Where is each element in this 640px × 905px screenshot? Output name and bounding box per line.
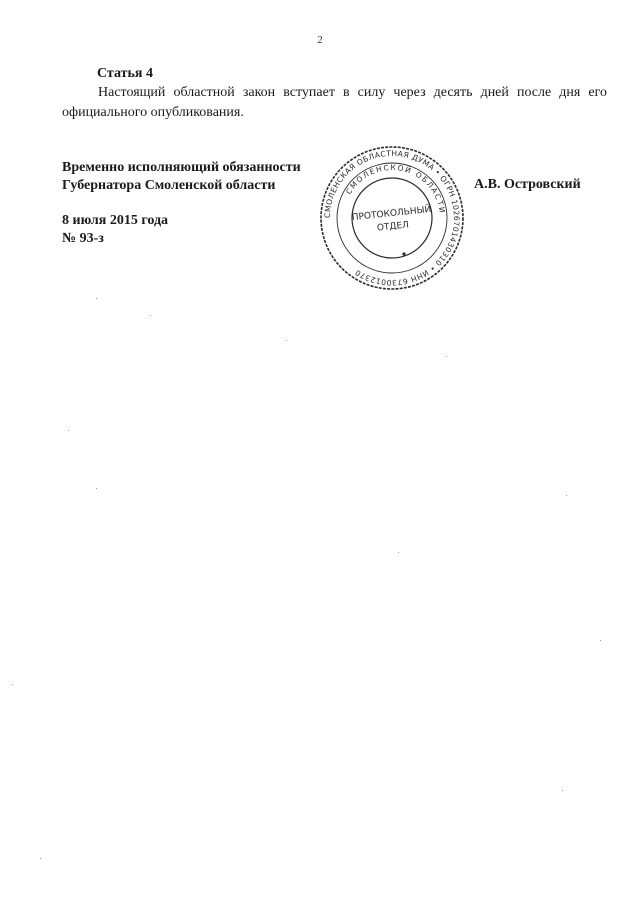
seal-star bbox=[402, 252, 405, 255]
seal-center-line-2: ОТДЕЛ bbox=[376, 220, 410, 234]
signatory-title-line-1: Временно исполняющий обязанности bbox=[62, 160, 301, 175]
scan-speck bbox=[96, 488, 97, 489]
scan-speck bbox=[446, 356, 447, 357]
signatory-title-line-2: Губернатора Смоленской области bbox=[62, 178, 276, 193]
scan-speck bbox=[150, 315, 151, 316]
law-meta bbox=[62, 212, 168, 248]
scan-speck bbox=[12, 684, 13, 685]
law-date: 8 июля 2015 года bbox=[62, 213, 169, 228]
scan-speck bbox=[68, 430, 69, 431]
official-seal bbox=[318, 144, 466, 292]
scan-speck bbox=[398, 552, 399, 553]
seal-center-line-1: ПРОТОКОЛЬНЫЙ bbox=[351, 204, 432, 224]
scan-speck bbox=[600, 640, 601, 641]
article-text: Настоящий областной закон вступает в силу через десять дней после дня его официального опубликования. bbox=[62, 85, 607, 120]
article-heading: Статья 4 bbox=[97, 66, 153, 81]
scan-speck bbox=[286, 340, 287, 341]
seal-inner-text: СМОЛЕНСКОЙ ОБЛАСТИ bbox=[343, 162, 447, 215]
seal-outer-text: СМОЛЕНСКАЯ ОБЛАСТНАЯ ДУМА • ОГРН 1026701430310 • ИНН 6730012370 bbox=[322, 148, 462, 288]
signatory-title bbox=[62, 159, 301, 195]
scan-speck bbox=[96, 298, 97, 299]
scan-speck bbox=[562, 790, 563, 791]
signatory-name: А.В. Островский bbox=[474, 177, 581, 192]
scan-speck bbox=[566, 495, 567, 496]
scan-speck bbox=[40, 858, 41, 859]
law-number: № 93-з bbox=[62, 231, 104, 246]
page-number: 2 bbox=[317, 34, 323, 46]
